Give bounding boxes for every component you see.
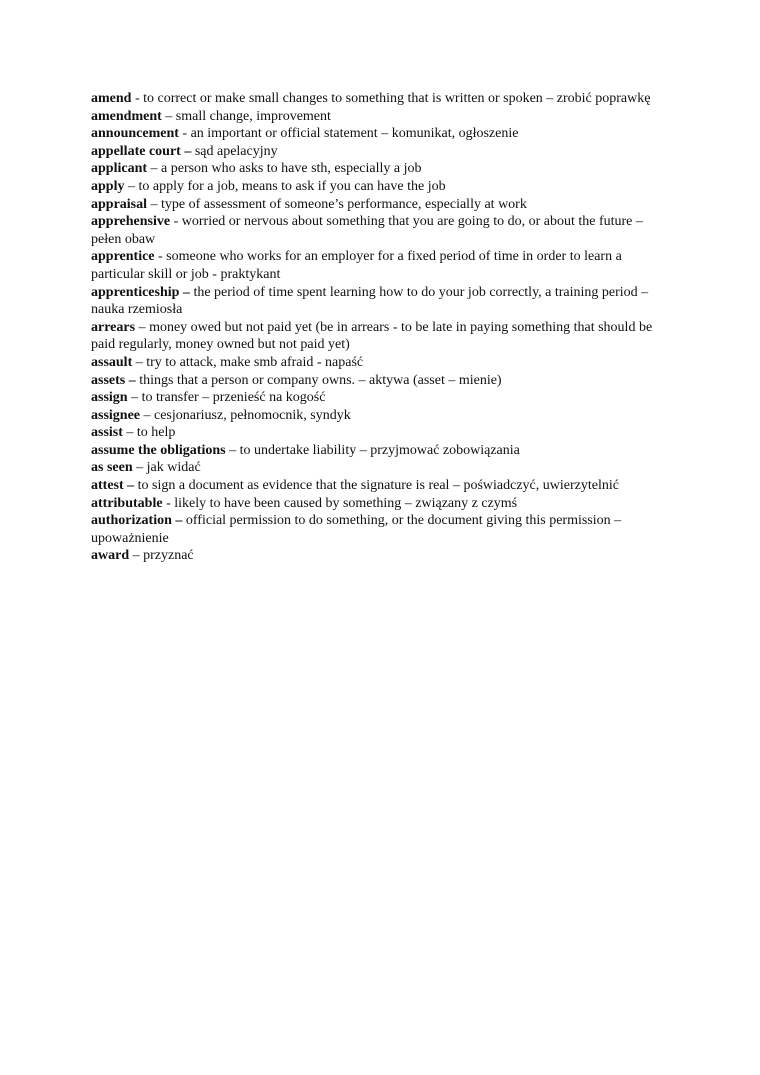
- entry-term: assault: [91, 354, 133, 370]
- entry-definition: – przyznać: [129, 548, 194, 564]
- entry-term: apprehensive: [91, 214, 171, 230]
- entry-assign: [91, 389, 669, 407]
- entry-definition: - someone who works for an employer for a fixed period of time in order to learn a particular skill or job - praktykant: [91, 249, 622, 282]
- entry-term: appraisal: [91, 196, 148, 212]
- entry-term: authorization –: [91, 513, 183, 529]
- entry-definition: – to undertake liability – przyjmować zobowiązania: [225, 442, 520, 458]
- entry-announcement: [91, 125, 669, 143]
- entry-term: attest –: [91, 478, 135, 494]
- entry-definition: – small change, improvement: [161, 108, 331, 124]
- entry-definition: – cesjonariusz, pełnomocnik, syndyk: [140, 407, 351, 423]
- entry-term: arrears: [91, 319, 136, 335]
- entry-award: [91, 547, 669, 565]
- entry-term: award: [91, 548, 130, 564]
- glossary-page: [91, 90, 669, 565]
- entry-as-seen: [91, 459, 669, 477]
- entry-definition: – type of assessment of someone’s performance, especially at work: [147, 196, 527, 212]
- entry-term: assist: [91, 425, 123, 441]
- entry-definition: the period of time spent learning how to do your job correctly, a training period – nauka rzemiosła: [91, 284, 649, 318]
- entry-applicant: [91, 160, 669, 178]
- entry-apprentice: [91, 248, 669, 283]
- entry-term: assume the obligations: [91, 442, 226, 458]
- entry-definition: – money owed but not paid yet (be in arrears - to be late in paying something that should be paid regularly, money owned but not paid yet): [91, 319, 653, 353]
- entry-term: amendment: [91, 108, 162, 124]
- entry-assignee: [91, 407, 669, 425]
- entry-term: apprentice: [91, 249, 155, 265]
- entry-term: amend: [91, 91, 132, 106]
- entry-term: apprenticeship –: [91, 284, 190, 300]
- entry-definition: - to correct or make small changes to something that is written or spoken – zrobić poprawkę: [131, 91, 651, 106]
- entry-definition: – to help: [122, 425, 176, 441]
- entry-definition: – try to attack, make smb afraid - napaść: [132, 354, 364, 370]
- entry-term: applicant: [91, 161, 148, 177]
- entry-definition: - an important or official statement – komunikat, ogłoszenie: [178, 126, 519, 142]
- entry-term: appellate court –: [91, 143, 192, 159]
- entry-apply: [91, 178, 669, 196]
- entry-appellate-court: [91, 143, 669, 161]
- entry-definition: – jak widać: [132, 460, 201, 476]
- entry-definition: - likely to have been caused by something – związany z czymś: [162, 495, 518, 511]
- entry-apprehensive: [91, 213, 669, 248]
- entry-amendment: [91, 108, 669, 126]
- entry-attest: [91, 477, 669, 495]
- entry-assault: [91, 354, 669, 372]
- entry-term: announcement: [91, 126, 179, 142]
- entry-definition: – a person who asks to have sth, especially a job: [147, 161, 422, 177]
- entry-assume-the-obligations: [91, 442, 669, 460]
- entry-term: assignee: [91, 407, 140, 423]
- entry-assist: [91, 424, 669, 442]
- entry-term: apply: [91, 178, 125, 194]
- entry-term: attributable: [91, 495, 163, 511]
- entry-definition: official permission to do something, or the document giving this permission – upoważnienie: [91, 513, 622, 546]
- entry-assets: [91, 372, 669, 390]
- entry-definition: sąd apelacyjny: [191, 143, 278, 159]
- entry-attributable: [91, 495, 669, 513]
- entry-authorization: [91, 512, 669, 547]
- entry-term: assets –: [91, 372, 136, 388]
- entry-apprenticeship: [91, 284, 669, 319]
- entry-definition: – to transfer – przenieść na kogość: [127, 390, 326, 406]
- entry-arrears: [91, 319, 669, 354]
- entry-amend: [91, 90, 669, 108]
- entry-definition: – to apply for a job, means to ask if you can have the job: [124, 178, 446, 194]
- entry-definition: things that a person or company owns. – aktywa (asset – mienie): [135, 372, 502, 388]
- entry-definition: - worried or nervous about something that you are going to do, or about the future – pełen obaw: [91, 214, 643, 247]
- entry-term: as seen: [91, 460, 133, 476]
- entry-appraisal: [91, 196, 669, 214]
- entry-term: assign: [91, 390, 128, 406]
- entry-definition: to sign a document as evidence that the signature is real – poświadczyć, uwierzytelnić: [134, 478, 619, 494]
